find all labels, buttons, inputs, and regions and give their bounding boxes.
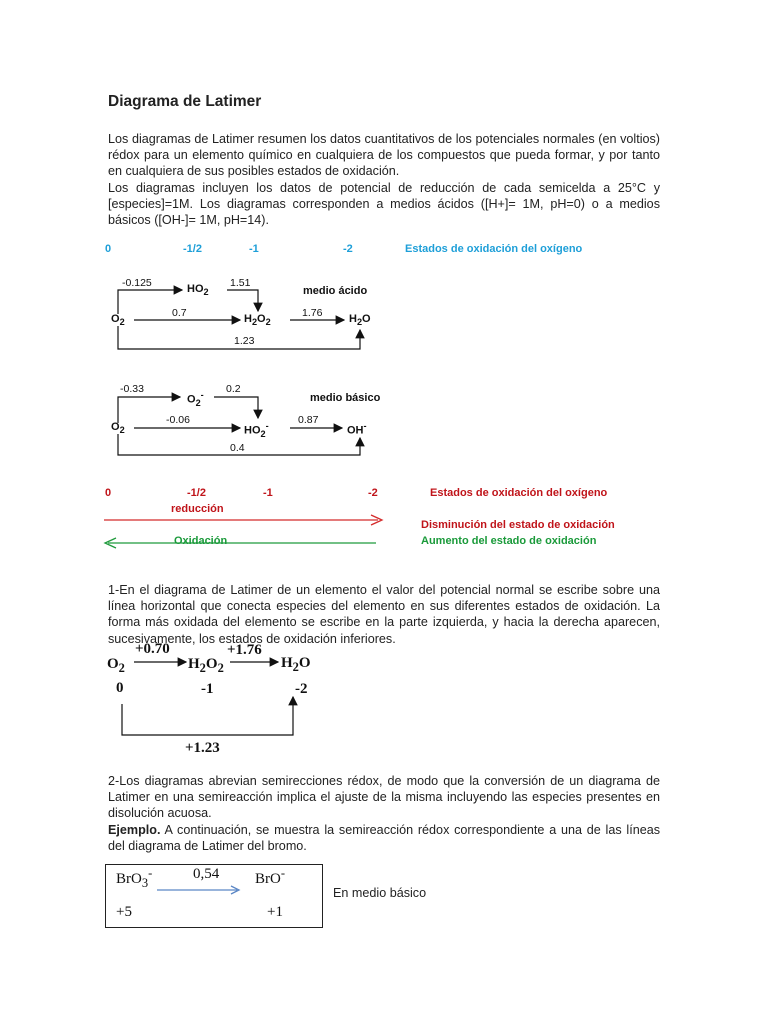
basic-value-5: 0.4 [230,442,245,454]
ox-state-red-0: 0 [105,487,112,499]
example-paragraph [108,822,660,854]
intro-text [108,131,660,228]
oxidation-note: Aumento del estado de oxidación [421,535,597,547]
acid-value-3: 0.7 [172,307,187,319]
ox-state-1: -1 [249,243,259,255]
d3-species-o2: $O_2$ [107,656,125,675]
acid-medium-label: medio ácido [303,285,368,297]
ox-state-red-2: -2 [368,487,378,499]
basic-value-1: -0.33 [120,383,144,395]
point-2-text [108,773,660,854]
d3-value-2: +1.76 [227,642,262,658]
d3-species-h2o2: $H_2O_2$ [188,656,224,675]
bromine-left-species: BrO$_3$- [116,866,153,890]
d3-value-1: +0.70 [135,641,170,657]
d3-state-1: -1 [201,681,214,697]
species-h2o: $H_2O$ [349,313,371,328]
acid-value-4: 1.76 [302,307,323,319]
acid-value-2: 1.51 [230,277,251,289]
reduction-label: reducción [171,503,224,515]
bromine-right-state: +1 [267,904,283,920]
basic-value-2: 0.2 [226,383,241,395]
species-oh-minus: OH- [347,421,367,437]
d3-value-3: +1.23 [185,740,220,756]
basic-value-3: -0.06 [166,414,190,426]
bromine-medium-label: En medio básico [333,886,427,900]
d3-state-0: 0 [116,680,124,696]
species-ho2: $HO_2$ [187,283,209,298]
ox-state-0: 0 [105,243,112,255]
d3-species-h2o: $H_2O$ [281,655,311,674]
basic-value-4: 0.87 [298,414,319,426]
bromine-potential: 0,54 [193,866,220,882]
species-ho2-minus: $HO_2^-$ [244,421,269,439]
ox-state-red-1: -1 [263,487,273,499]
acid-value-1: -0.125 [122,277,152,289]
bromine-left-state: +5 [116,904,132,920]
ox-state-2: -2 [343,243,353,255]
example-label: Ejemplo. [108,822,161,837]
species-o2-basic: $O_2$ [111,421,125,436]
page-title: Diagrama de Latimer [108,93,262,110]
species-o2: $O_2$ [111,313,125,328]
ox-states-label: Estados de oxidación del oxígeno [405,243,583,255]
oxidation-label: Oxidación [174,535,228,547]
species-o2-minus: $O_2^-$ [187,390,204,408]
intro-paragraph-1: Los diagramas de Latimer resumen los datos cuantitativos de los potenciales normales (en voltios) rédox para un elemento químico en cualquiera de los compuestos que pueda formar, y por tanto en cualquiera de sus posibles estados de oxidación. [108,132,660,179]
species-h2o2: $H_2O_2$ [244,313,271,328]
ox-state-red-half: -1/2 [187,487,206,499]
ox-states-red-label: Estados de oxidación del oxígeno [430,487,608,499]
d3-state-2: -2 [295,681,308,697]
redox-arrows [100,512,390,552]
ox-state-half: -1/2 [183,243,202,255]
intro-paragraph-2: Los diagramas incluyen los datos de potencial de reducción de cada semicelda a 25°C y [especies]=1M. Los diagramas corresponden a medios ácidos ([H+]= 1M, pH=0) o a medios básicos ([OH-]= 1M, pH=14). [108,180,660,228]
reduction-note: Disminución del estado de oxidación [421,519,615,531]
basic-medium-label: medio básico [310,392,381,404]
point-1-text: 1-En el diagrama de Latimer de un elemento el valor del potencial normal se escribe sobre una línea horizontal que conecta especies del elemento en sus diferentes estados de oxidación. La forma más oxidada del elemento se escribe en la parte izquierda, y hacia la derecha aparecen, sucesivamente, los estados de oxidación inferiores. [108,583,660,646]
bromine-right-species: BrO- [255,866,286,887]
example-text: A continuación, se muestra la semireacción rédox correspondiente a una de las líneas del diagrama de Latimer del bromo. [108,822,660,853]
acid-value-5: 1.23 [234,335,255,347]
bromine-arrow [155,883,245,897]
point-2-paragraph: 2-Los diagramas abrevian semirecciones rédox, de modo que la conversión de un diagrama de Latimer en una semireacción implica el ajuste de la misma incluyendo las especies presentes en disolución acuosa. [108,774,660,821]
